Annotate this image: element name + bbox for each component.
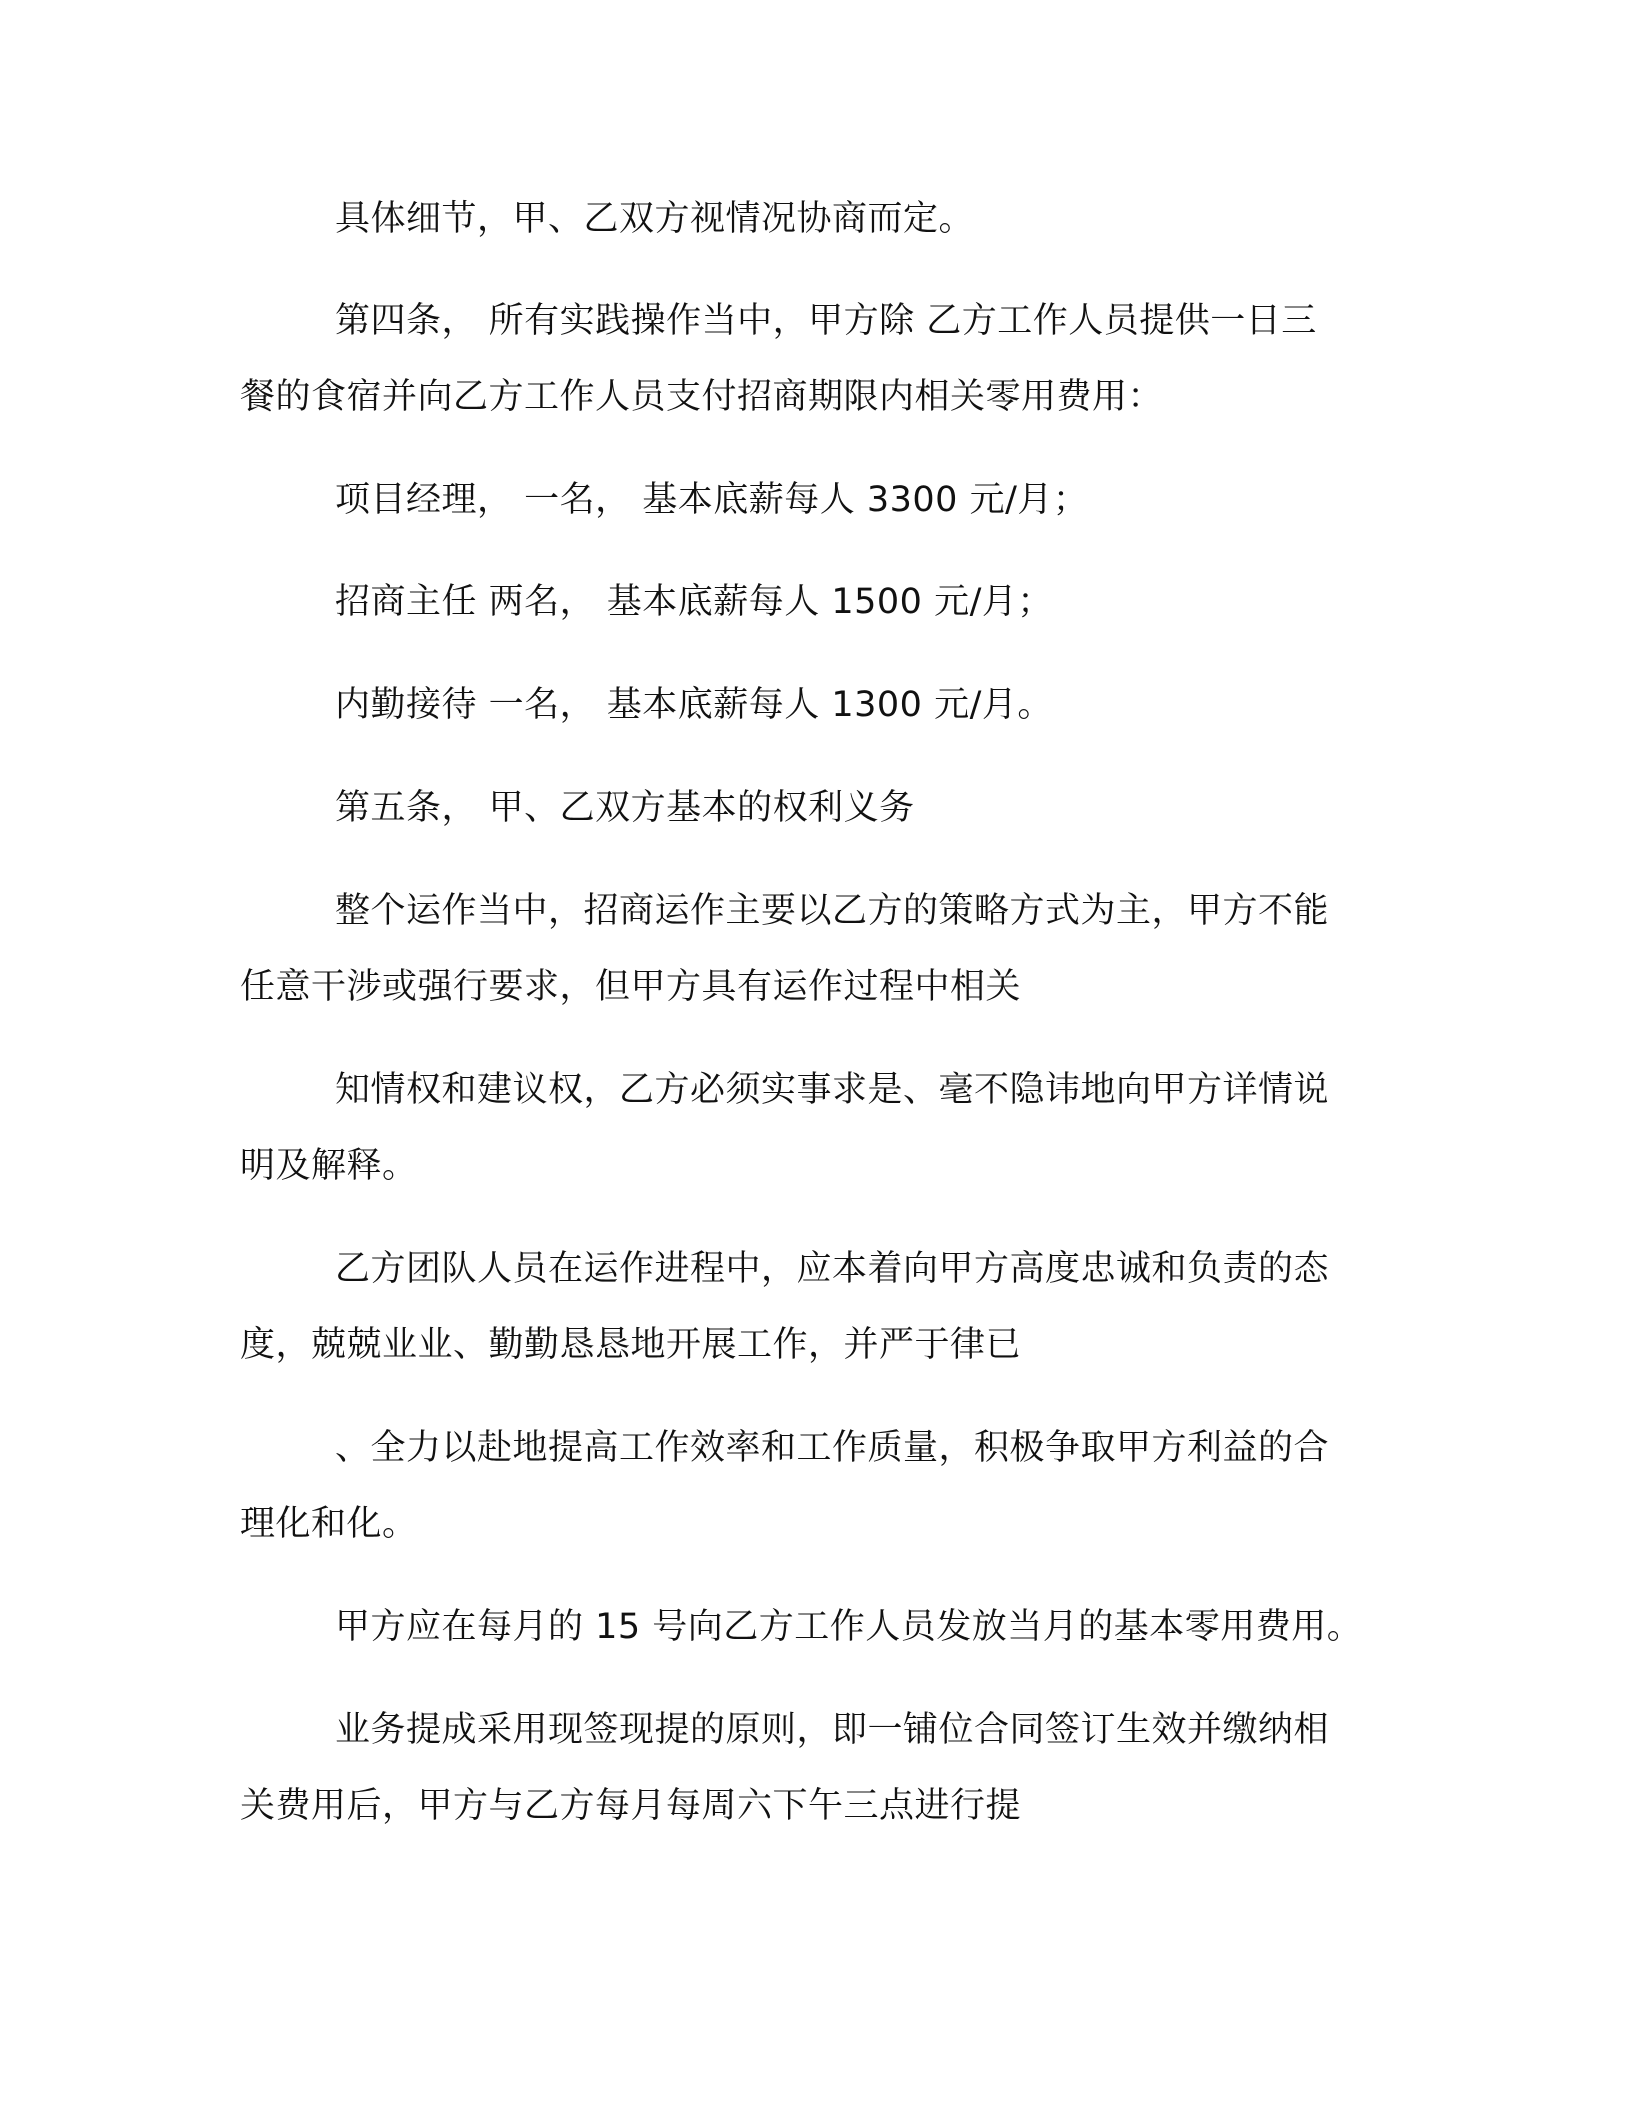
text-line-11: 明及解释。 <box>240 1146 418 1186</box>
text-line-16: 甲方应在每月的 15 号向乙方工作人员发放当月的基本零用费用。 <box>335 1607 1363 1647</box>
text-line-4: 项目经理， 一名， 基本底薪每人 3300 元/月； <box>335 480 1089 520</box>
text-line-10: 知情权和建议权，乙方必须实事求是、毫不隐讳地向甲方详情说 <box>335 1070 1330 1110</box>
text-line-8: 整个运作当中，招商运作主要以乙方的策略方式为主，甲方不能 <box>335 891 1330 931</box>
text-line-18: 关费用后，甲方与乙方每月每周六下午三点进行提 <box>240 1786 1022 1826</box>
text-line-5: 招商主任 两名， 基本底薪每人 1500 元/月； <box>335 582 1053 622</box>
text-line-2: 第四条， 所有实践操作当中，甲方除 乙方工作人员提供一日三 <box>335 301 1317 341</box>
text-line-17: 业务提成采用现签现提的原则，即一铺位合同签订生效并缴纳相 <box>335 1710 1330 1750</box>
text-line-9: 任意干涉或强行要求，但甲方具有运作过程中相关 <box>240 967 1022 1007</box>
text-line-15: 理化和化。 <box>240 1504 418 1544</box>
text-line-6: 内勤接待 一名， 基本底薪每人 1300 元/月。 <box>335 685 1053 725</box>
text-line-13: 度，兢兢业业、勤勤恳恳地开展工作，并严于律已 <box>240 1325 1022 1365</box>
text-line-12: 乙方团队人员在运作进程中，应本着向甲方高度忠诚和负责的态 <box>335 1249 1330 1289</box>
text-line-1: 具体细节，甲、乙双方视情况协商而定。 <box>335 199 975 239</box>
text-line-14: 、全力以赴地提高工作效率和工作质量，积极争取甲方利益的合 <box>335 1428 1330 1468</box>
text-line-7: 第五条， 甲、乙双方基本的权利义务 <box>335 788 915 828</box>
text-line-3: 餐的食宿并向乙方工作人员支付招商期限内相关零用费用： <box>240 377 1164 417</box>
